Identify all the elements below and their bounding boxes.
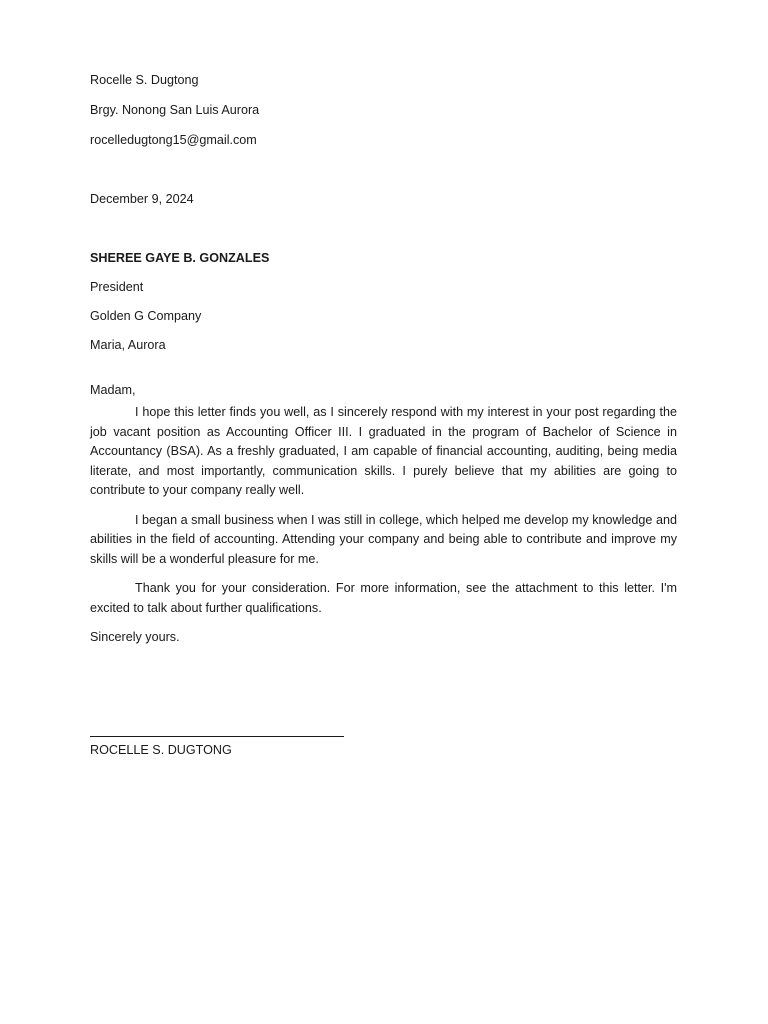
- signature-printed-name: ROCELLE S. DUGTONG: [90, 743, 232, 757]
- body-paragraph-2: I began a small business when I was still in college, which helped me develop my knowledge and abilities in the field of accounting. Attending your company and being able to contribute and improve my skills will be a wonderful pleasure for me.: [90, 512, 677, 566]
- sender-email: rocelledugtong15@gmail.com: [90, 133, 257, 147]
- letter-date: December 9, 2024: [90, 192, 194, 206]
- sender-name: Rocelle S. Dugtong: [90, 73, 199, 87]
- cover-letter: [90, 71, 677, 760]
- recipient-company: Golden G Company: [90, 309, 202, 323]
- signature-line: [90, 722, 344, 737]
- recipient-name: SHEREE GAYE B. GONZALES: [90, 251, 270, 265]
- body-paragraph-1: I hope this letter finds you well, as I sincerely respond with my interest in your post regarding the job vacant position as Accounting Officer III. I graduated in the program of Bachelor of Science in Accountancy (BSA). As a freshly graduated, I am capable of financial accounting, auditing, being media literate, and most importantly, communication skills. I purely believe that my abilities are going to contribute to your company really well.: [90, 405, 677, 497]
- recipient-location: Maria, Aurora: [90, 338, 166, 352]
- body-paragraph-3: Thank you for your consideration. For more information, see the attachment to this letter. I'm excited to talk about further qualifications.: [90, 581, 677, 615]
- salutation: Madam,: [90, 383, 136, 397]
- recipient-title: President: [90, 280, 144, 294]
- sender-address: Brgy. Nonong San Luis Aurora: [90, 103, 260, 117]
- closing: Sincerely yours.: [90, 630, 180, 644]
